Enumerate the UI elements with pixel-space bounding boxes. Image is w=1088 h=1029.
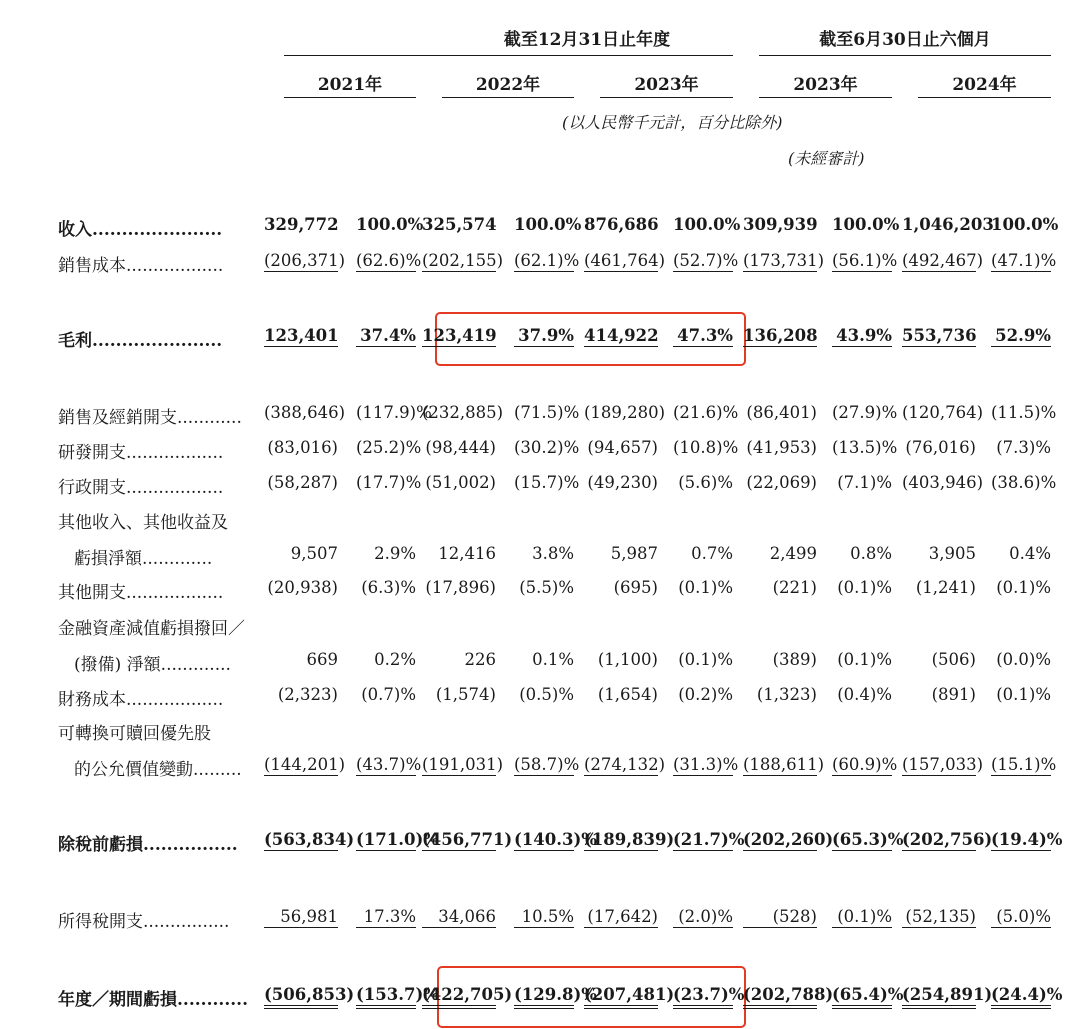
cell-gross_profit-4: 414,922 — [584, 326, 659, 345]
leader-dots: .................. — [126, 583, 224, 603]
row-label-cont-other_income — [74, 544, 212, 569]
cell-loss_before_tax-6: (202,260) — [743, 830, 834, 849]
row-label-loss_period — [58, 985, 248, 1010]
cell-cost_of_sales-4: (461,764) — [584, 251, 666, 270]
cell-other_income-0: 9,507 — [290, 544, 338, 563]
cell-loss_period-1: (153.7)% — [356, 985, 416, 1009]
cell-impairment-9: (0.0)% — [996, 650, 1051, 669]
leader-dots: ................ — [143, 835, 238, 855]
year-header-2024-hy: 2024年 — [952, 75, 1017, 95]
row-label-cont-impairment — [74, 650, 231, 675]
cell-finance_cost-1: (0.7)% — [361, 685, 416, 704]
cell-finance_cost-5: (0.2)% — [678, 685, 733, 704]
cell-revenue-7: 100.0% — [832, 215, 900, 234]
cell-impairment-2: 226 — [464, 650, 496, 669]
cell-fv_change-6: (188,611) — [743, 755, 825, 774]
cell-other_exp-2: (17,896) — [425, 578, 496, 597]
cell-fv_change-2: (191,031) — [422, 755, 504, 774]
cell-fv_change-5: (31.3)% — [673, 755, 739, 774]
cell-rnd_exp-4: (94,657) — [587, 438, 658, 457]
cell-gross_profit-3: 37.9% — [514, 326, 574, 347]
cell-gross_profit-1: 37.4% — [356, 326, 416, 347]
cell-revenue-3: 100.0% — [514, 215, 582, 234]
cell-gross_profit-5: 47.3% — [673, 326, 733, 347]
cell-other_income-2: 12,416 — [438, 544, 496, 563]
cell-revenue-8: 1,046,203 — [902, 215, 994, 234]
leader-dots: ............. — [142, 549, 213, 569]
row-label-text: 銷售成本 — [58, 256, 126, 276]
cell-loss_before_tax-7: (65.3)% — [832, 830, 904, 849]
leader-dots: .................. — [126, 443, 224, 463]
year-header-2023: 2023年 — [634, 75, 699, 95]
cell-finance_cost-2: (1,574) — [435, 685, 496, 704]
leader-dots: ...................... — [92, 331, 223, 351]
year-header-2022: 2022年 — [475, 75, 541, 95]
cell-cost_of_sales-2: (202,155) — [422, 251, 504, 270]
row-label-finance_cost — [58, 685, 223, 710]
cell-other_exp-7: (0.1)% — [837, 578, 892, 597]
row-label-loss_before_tax — [58, 830, 238, 855]
row-label-text: 收入 — [58, 220, 92, 240]
cell-finance_cost-8: (891) — [931, 685, 976, 704]
cell-other_income-1: 2.9% — [374, 544, 416, 563]
cell-selling_exp-8: (120,764) — [902, 403, 984, 422]
row-label-gross_profit — [58, 326, 222, 351]
leader-dots: ...................... — [92, 220, 223, 240]
cell-admin_exp-8: (403,946) — [902, 473, 984, 492]
cell-finance_cost-0: (2,323) — [277, 685, 338, 704]
leader-dots: .................. — [126, 478, 224, 498]
cell-admin_exp-7: (7.1)% — [837, 473, 892, 492]
leader-dots: ......... — [193, 760, 242, 780]
cell-loss_before_tax-0: (563,834) — [264, 830, 355, 849]
cell-income_tax-9: (5.0)% — [991, 907, 1051, 928]
period-header-hy: 截至6月30日止六個月 — [819, 30, 991, 50]
year-rule-2023 — [600, 97, 733, 98]
cell-revenue-4: 876,686 — [584, 215, 659, 234]
year-rule-2023-hy — [759, 97, 892, 98]
cell-fv_change-7: (60.9)% — [832, 755, 898, 774]
cell-impairment-8: (506) — [931, 650, 976, 669]
cell-rnd_exp-3: (30.2)% — [514, 438, 580, 457]
unaudited-note: (未經審計) — [788, 149, 865, 168]
cell-finance_cost-4: (1,654) — [597, 685, 658, 704]
cell-impairment-3: 0.1% — [532, 650, 574, 669]
row-label-fv_change: 可轉換可贖回優先股 — [58, 724, 211, 744]
cell-other_exp-0: (20,938) — [267, 578, 338, 597]
row-label-other_income: 其他收入、其他收益及 — [58, 513, 228, 533]
row-label-text: 研發開支 — [58, 443, 126, 463]
row-label-text: 年度／期間虧損 — [58, 990, 177, 1010]
row-label-selling_exp — [58, 403, 242, 428]
leader-dots: ............ — [177, 990, 249, 1010]
cell-loss_period-2: (422,705) — [422, 985, 496, 1009]
cell-gross_profit-6: 136,208 — [743, 326, 818, 345]
row-label-text: 行政開支 — [58, 478, 126, 498]
cell-other_exp-6: (221) — [772, 578, 817, 597]
cell-loss_period-0: (506,853) — [264, 985, 338, 1009]
cell-selling_exp-9: (11.5)% — [991, 403, 1057, 422]
row-label-text: 除稅前虧損 — [58, 835, 143, 855]
cell-other_exp-9: (0.1)% — [996, 578, 1051, 597]
cell-rnd_exp-7: (13.5)% — [832, 438, 898, 457]
cell-other_income-7: 0.8% — [850, 544, 892, 563]
cell-cost_of_sales-9: (47.1)% — [991, 251, 1057, 270]
leader-dots: ............. — [160, 655, 231, 675]
cell-rnd_exp-8: (76,016) — [905, 438, 976, 457]
row-label-text: (撥備) 淨額 — [74, 655, 161, 675]
cell-income_tax-6: (528) — [743, 907, 817, 928]
cell-income_tax-4: (17,642) — [584, 907, 658, 928]
cell-fv_change-8: (157,033) — [902, 755, 984, 774]
cell-cost_of_sales-6: (173,731) — [743, 251, 825, 270]
cell-finance_cost-7: (0.4)% — [837, 685, 892, 704]
row-label-text: 所得稅開支 — [58, 912, 143, 932]
cell-gross_profit-2: 123,419 — [422, 326, 497, 345]
cell-impairment-6: (389) — [772, 650, 817, 669]
cell-cost_of_sales-0: (206,371) — [264, 251, 346, 270]
cell-gross_profit-8: 553,736 — [902, 326, 977, 345]
row-label-other_exp — [58, 578, 223, 603]
cell-other_income-9: 0.4% — [1009, 544, 1051, 563]
cell-finance_cost-9: (0.1)% — [996, 685, 1051, 704]
cell-revenue-6: 309,939 — [743, 215, 818, 234]
cell-fv_change-3: (58.7)% — [514, 755, 580, 774]
cell-other_exp-8: (1,241) — [915, 578, 976, 597]
cell-admin_exp-6: (22,069) — [746, 473, 817, 492]
cell-rnd_exp-5: (10.8)% — [673, 438, 739, 457]
year-rule-2024-hy — [918, 97, 1051, 98]
cell-other_exp-1: (6.3)% — [361, 578, 416, 597]
cell-rnd_exp-0: (83,016) — [267, 438, 338, 457]
cell-cost_of_sales-7: (56.1)% — [832, 251, 898, 270]
cell-income_tax-2: 34,066 — [422, 907, 496, 928]
cell-selling_exp-3: (71.5)% — [514, 403, 580, 422]
row-label-text: 其他開支 — [58, 583, 126, 603]
cell-cost_of_sales-1: (62.6)% — [356, 251, 422, 270]
leader-dots: .................. — [126, 690, 224, 710]
cell-loss_period-4: (207,481) — [584, 985, 658, 1009]
cell-admin_exp-3: (15.7)% — [514, 473, 580, 492]
cell-other_exp-5: (0.1)% — [678, 578, 733, 597]
year-header-2023-hy: 2023年 — [793, 75, 858, 95]
row-label-text: 毛利 — [58, 331, 92, 351]
cell-admin_exp-5: (5.6)% — [678, 473, 733, 492]
year-rule-2021 — [284, 97, 416, 98]
cell-revenue-2: 325,574 — [422, 215, 497, 234]
cell-impairment-1: 0.2% — [374, 650, 416, 669]
cell-revenue-0: 329,772 — [264, 215, 339, 234]
cell-other_income-3: 3.8% — [532, 544, 574, 563]
cell-revenue-9: 100.0% — [991, 215, 1059, 234]
cell-loss_period-9: (24.4)% — [991, 985, 1051, 1009]
row-label-impairment: 金融資產減值虧損撥回／ — [58, 619, 245, 639]
row-label-text: 的公允價值變動 — [74, 760, 193, 780]
cell-finance_cost-3: (0.5)% — [519, 685, 574, 704]
cell-loss_before_tax-8: (202,756) — [902, 830, 993, 849]
cell-revenue-5: 100.0% — [673, 215, 741, 234]
row-label-admin_exp — [58, 473, 223, 498]
cell-loss_before_tax-1: (171.0)% — [356, 830, 439, 849]
row-label-income_tax — [58, 907, 229, 932]
row-label-cont-fv_change — [74, 755, 242, 780]
cell-fv_change-0: (144,201) — [264, 755, 346, 774]
cell-loss_period-5: (23.7)% — [673, 985, 733, 1009]
cell-selling_exp-1: (117.9)% — [356, 403, 432, 422]
cell-admin_exp-4: (49,230) — [587, 473, 658, 492]
cell-fv_change-9: (15.1)% — [991, 755, 1057, 774]
row-label-rnd_exp — [58, 438, 223, 463]
cell-admin_exp-0: (58,287) — [267, 473, 338, 492]
cell-impairment-4: (1,100) — [597, 650, 658, 669]
period-header-fy: 截至12月31日止年度 — [503, 30, 671, 50]
cell-income_tax-1: 17.3% — [356, 907, 416, 928]
row-label-text: 銷售及經銷開支 — [58, 408, 177, 428]
cell-admin_exp-9: (38.6)% — [991, 473, 1057, 492]
cell-other_exp-3: (5.5)% — [519, 578, 574, 597]
cell-income_tax-7: (0.1)% — [832, 907, 892, 928]
cell-revenue-1: 100.0% — [356, 215, 424, 234]
year-rule-2022 — [442, 97, 574, 98]
cell-income_tax-0: 56,981 — [264, 907, 338, 928]
cell-loss_before_tax-9: (19.4)% — [991, 830, 1063, 849]
leader-dots: ............ — [177, 408, 242, 428]
cell-rnd_exp-9: (7.3)% — [996, 438, 1051, 457]
cell-other_income-8: 3,905 — [928, 544, 976, 563]
cell-loss_before_tax-5: (21.7)% — [673, 830, 745, 849]
cell-impairment-0: 669 — [306, 650, 338, 669]
cell-finance_cost-6: (1,323) — [756, 685, 817, 704]
cell-gross_profit-0: 123,401 — [264, 326, 339, 345]
cell-gross_profit-7: 43.9% — [832, 326, 892, 347]
cell-rnd_exp-2: (98,444) — [425, 438, 496, 457]
unit-note: (以人民幣千元計，百分比除外) — [562, 113, 783, 132]
cell-impairment-5: (0.1)% — [678, 650, 733, 669]
leader-dots: .................. — [126, 256, 224, 276]
cell-cost_of_sales-3: (62.1)% — [514, 251, 580, 270]
period-header-fy-rule — [284, 55, 733, 56]
cell-fv_change-4: (274,132) — [584, 755, 666, 774]
cell-loss_period-8: (254,891) — [902, 985, 976, 1009]
cell-fv_change-1: (43.7)% — [356, 755, 422, 774]
cell-loss_before_tax-4: (189,839) — [584, 830, 675, 849]
row-label-cost_of_sales — [58, 251, 223, 276]
cell-selling_exp-7: (27.9)% — [832, 403, 898, 422]
cell-loss_period-6: (202,788) — [743, 985, 817, 1009]
period-header-hy-rule — [759, 55, 1051, 56]
row-label-text: 虧損淨額 — [74, 549, 142, 569]
cell-other_income-6: 2,499 — [769, 544, 817, 563]
cell-impairment-7: (0.1)% — [837, 650, 892, 669]
cell-other_exp-4: (695) — [613, 578, 658, 597]
cell-loss_before_tax-3: (140.3)% — [514, 830, 597, 849]
cell-loss_period-7: (65.4)% — [832, 985, 892, 1009]
cell-rnd_exp-6: (41,953) — [746, 438, 817, 457]
year-header-2021: 2021年 — [317, 75, 383, 95]
cell-income_tax-5: (2.0)% — [673, 907, 733, 928]
cell-admin_exp-1: (17.7)% — [356, 473, 422, 492]
cell-selling_exp-4: (189,280) — [584, 403, 666, 422]
cell-gross_profit-9: 52.9% — [991, 326, 1051, 347]
leader-dots: ................ — [143, 912, 230, 932]
cell-other_income-4: 5,987 — [610, 544, 658, 563]
cell-other_income-5: 0.7% — [691, 544, 733, 563]
cell-cost_of_sales-8: (492,467) — [902, 251, 984, 270]
cell-selling_exp-5: (21.6)% — [673, 403, 739, 422]
cell-loss_before_tax-2: (456,771) — [422, 830, 513, 849]
cell-cost_of_sales-5: (52.7)% — [673, 251, 739, 270]
cell-admin_exp-2: (51,002) — [425, 473, 496, 492]
cell-selling_exp-2: (232,885) — [422, 403, 504, 422]
cell-income_tax-8: (52,135) — [902, 907, 976, 928]
cell-selling_exp-6: (86,401) — [746, 403, 817, 422]
row-label-revenue — [58, 215, 222, 240]
cell-selling_exp-0: (388,646) — [264, 403, 346, 422]
cell-loss_period-3: (129.8)% — [514, 985, 574, 1009]
row-label-text: 財務成本 — [58, 690, 126, 710]
cell-rnd_exp-1: (25.2)% — [356, 438, 422, 457]
cell-income_tax-3: 10.5% — [514, 907, 574, 928]
